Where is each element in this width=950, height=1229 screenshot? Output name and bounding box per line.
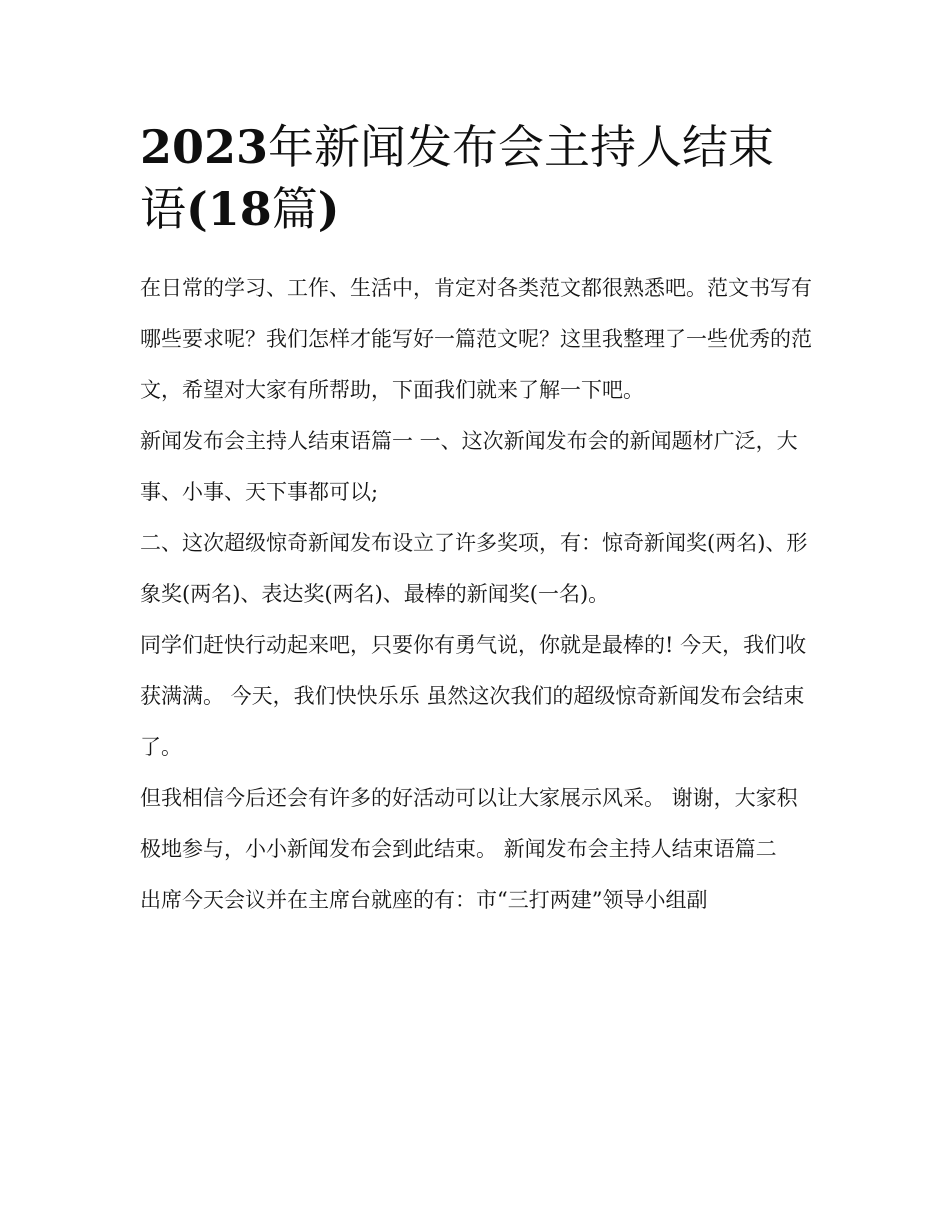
title-close-paren: ) [317,182,340,236]
title-text-line2-pre: 语 [140,182,186,236]
paragraph-section-one: 新闻发布会主持人结束语篇一 一、这次新闻发布会的新闻题材广泛，大事、小事、天下事都可以; [140,429,798,504]
paragraph-encouragement: 同学们赶快行动起来吧，只要你有勇气说，你就是最棒的! 今天，我们收获满满。 今天，我们快快乐乐 虽然这次我们的超级惊奇新闻发布会结束了。 [140,633,807,759]
document-title [140,116,816,240]
paragraph-intro: 在日常的学习、工作、生活中，肯定对各类范文都很熟悉吧。范文书写有哪些要求呢？我们怎样才能写好一篇范文呢？这里我整理了一些优秀的范文，希望对大家有所帮助，下面我们就来了解一下吧。 [140,276,812,402]
paragraph-section-two: 出席今天会议并在主席台就座的有：市“三打两建”领导小组副 [140,888,708,912]
title-text-line1: 年新闻发布会主持人结束 [268,120,775,174]
paragraph-awards: 二、这次超级惊奇新闻发布设立了许多奖项，有：惊奇新闻奖(两名)、形象奖(两名)、表达奖(两名)、最棒的新闻奖(一名)。 [140,531,808,606]
document-content [140,116,816,926]
title-year: 2023 [140,120,269,174]
title-text-line2: 篇 [271,182,318,236]
title-count: (18 [186,182,272,236]
paragraph-closing: 但我相信今后还会有许多的好活动可以让大家展示风采。 谢谢，大家积极地参与，小小新闻发布会到此结束。 新闻发布会主持人结束语篇二 [140,786,798,861]
document-body [140,263,816,926]
